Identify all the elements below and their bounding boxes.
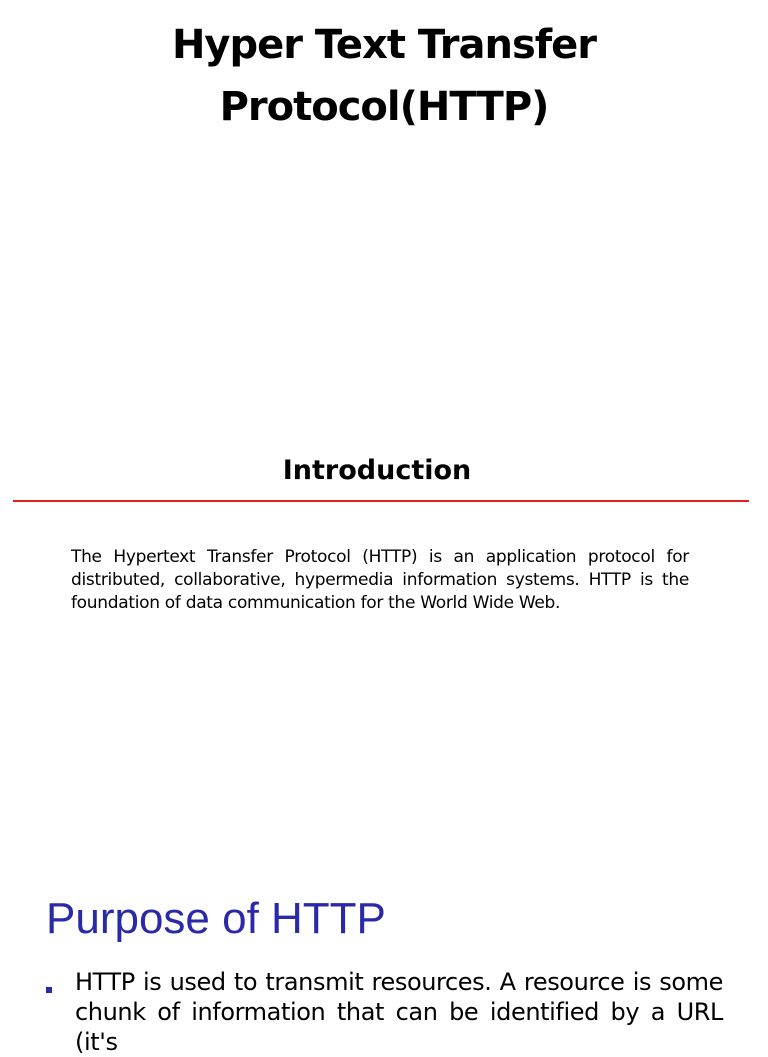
document-title: [0, 14, 768, 138]
purpose-heading: Purpose of HTTP: [46, 894, 386, 943]
title-line-2: Protocol(HTTP): [219, 84, 549, 130]
purpose-bullet-text: HTTP is used to transmit resources. A resource is some chunk of information that can be identified by a URL (it's: [75, 968, 723, 1056]
introduction-paragraph: The Hypertext Transfer Protocol (HTTP) is an application protocol for distributed, collaborative, hypermedia information systems. HTTP is the foundation of data communication for the World Wide Web.: [71, 547, 689, 613]
title-line-1: Hyper Text Transfer: [171, 22, 597, 68]
square-bullet-icon: [46, 987, 52, 993]
section-divider: [13, 500, 749, 502]
introduction-heading: Introduction: [282, 455, 472, 486]
